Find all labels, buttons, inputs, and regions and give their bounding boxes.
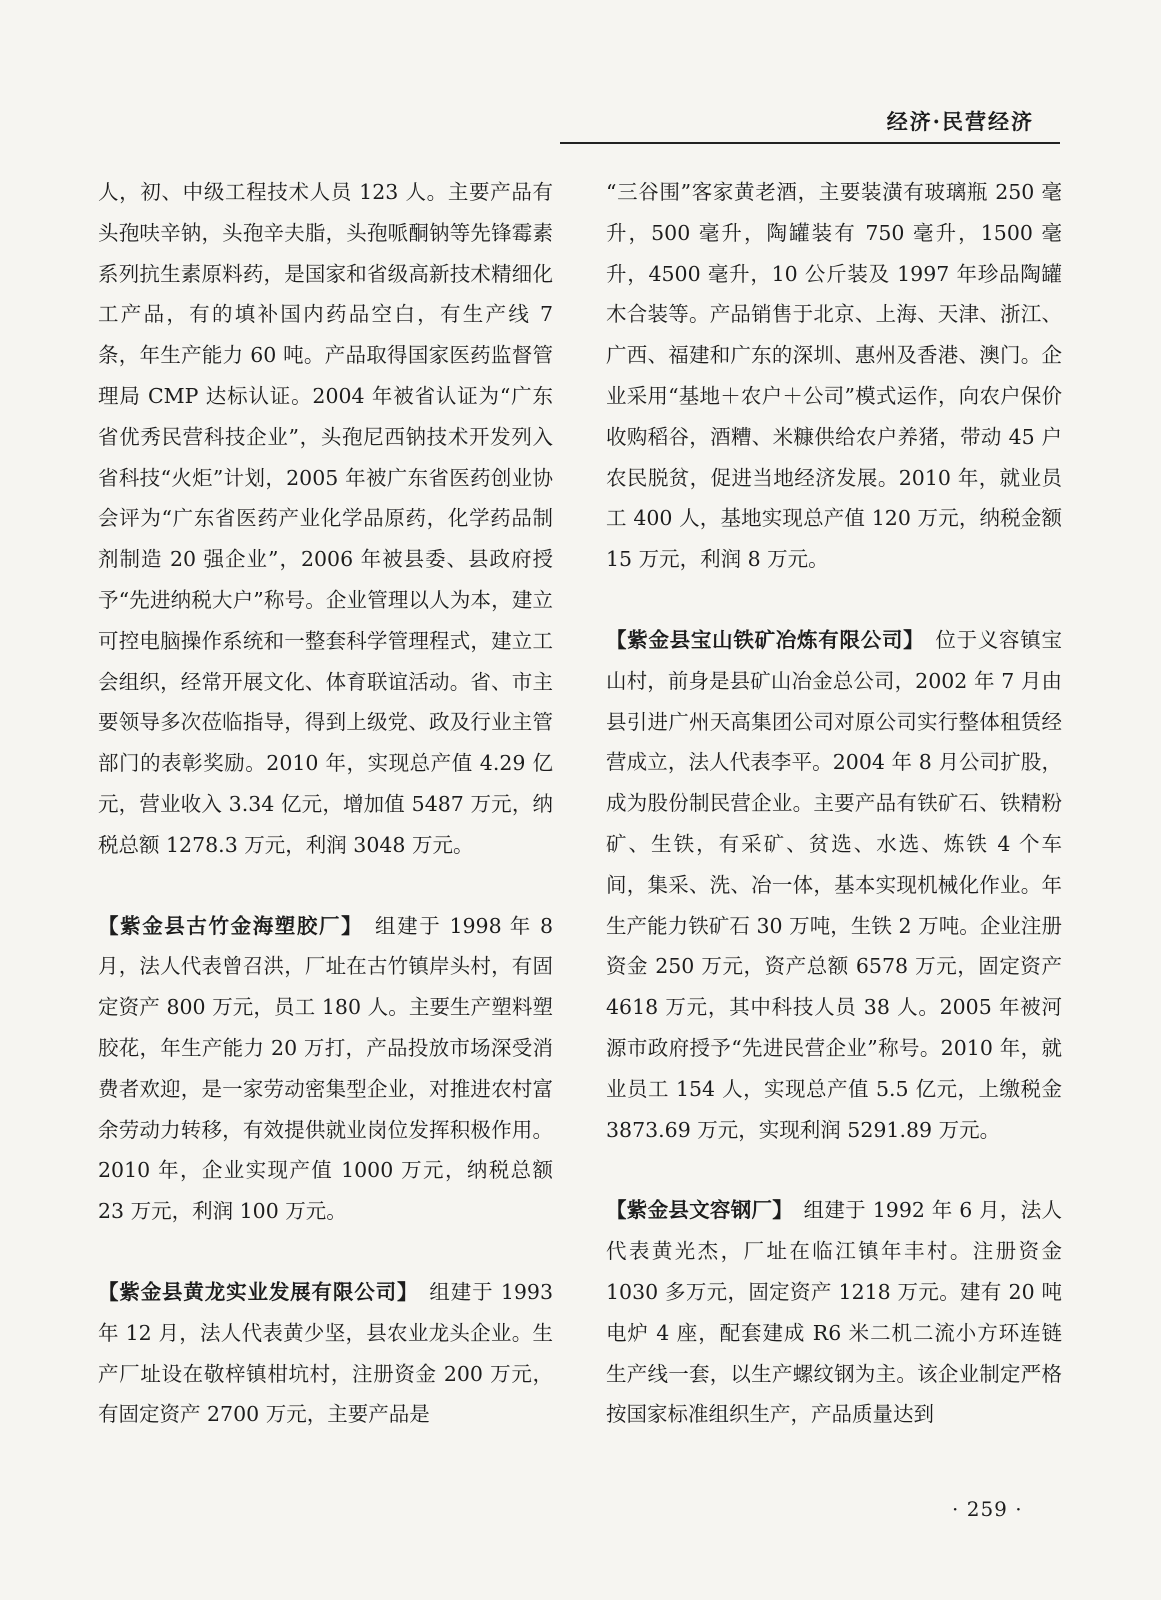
entry-title: 【紫金县古竹金海塑胶厂】: [98, 913, 353, 938]
paragraph-continued: 人，初、中级工程技术人员 123 人。主要产品有头孢呋辛钠，头孢辛夫脂，头孢哌酮钠等先锋霉素系列抗生素原料药，是国家和省级高新技术精细化工产品，有的填补国内药品空白，有生产线 7 条，年生产能力 60 吨。产品取得国家医药监督管理局 CMP 达标认证。2004 年被省认证为“广东省优秀民营科技企业”，头孢尼西钠技术开发列入省科技“火炬”计划，2005 年被广东省医药创业协会评为“广东省医药产业化学品原药，化学药品制剂制造 20 强企业”，2006 年被县委、县政府授予“先进纳税大户”称号。企业管理以人为本，建立可控电脑操作系统和一整套科学管理程式，建立工会组织，经常开展文化、体育联谊活动。省、市主要领导多次莅临指导，得到上级党、政及行业主管部门的表彰奖励。2010 年，实现总产值 4.29 亿元，营业收入 3.34 亿元，增加值 5487 万元，纳税总额 1278.3 万元，利润 3048 万元。: [98, 180, 553, 857]
entry-wenrong-steel: [606, 1190, 1062, 1435]
page-number: · 259 ·: [952, 1497, 1023, 1521]
right-column: [606, 172, 1062, 1435]
paragraph-gap: [98, 866, 553, 906]
entry-huanglong-industrial: [98, 1272, 553, 1435]
entry-title: 【紫金县宝山铁矿冶炼有限公司】: [606, 627, 915, 652]
entry-body: 组建于 1993 年 12 月，法人代表黄少坚，县农业龙头企业。生产厂址设在敬梓镇柑坑村，注册资金 200 万元，有固定资产 2700 万元，主要产品是: [98, 1279, 553, 1427]
entry-body: 组建于 1992 年 6 月，法人代表黄光杰，厂址在临江镇年丰村。注册资金 1030 多万元，固定资产 1218 万元。建有 20 吨电炉 4 座，配套建成 R6 米二机二流小方环连链生产线一套，以生产螺纹钢为主。该企业制定严格按国家标准组织生产，产品质量达到: [606, 1198, 1063, 1427]
left-column: [98, 172, 553, 1435]
paragraph-gap: [606, 1150, 1062, 1190]
running-header: [560, 100, 1060, 144]
entry-title: 【紫金县黄龙实业发展有限公司】: [98, 1279, 409, 1304]
entry-baoshan-iron: [606, 620, 1062, 1150]
entry-body: 位于义容镇宝山村，前身是县矿山冶金总公司，2002 年 7 月由县引进广州天高集团公司对原公司实行整体租赁经营成立，法人代表李平。2004 年 8 月公司扩股，成为股份制民营企业。主要产品有铁矿石、铁精粉矿、生铁，有采矿、贫选、水选、炼铁 4 个车间，集采、洗、冶一体，基本实现机械化作业。年生产能力铁矿石 30 万吨，生铁 2 万吨。企业注册资金 250 万元，资产总额 6578 万元，固定资产 4618 万元，其中科技人员 38 人。2005 年被河源市政府授予“先进民营企业”称号。2010 年，就业员工 154 人，实现总产值 5.5 亿元，上缴税金 3873.69 万元，实现利润 5291.89 万元。: [606, 627, 1063, 1142]
paragraph-continued: “三谷围”客家黄老酒，主要装潢有玻璃瓶 250 毫升，500 毫升，陶罐装有 750 毫升，1500 毫升，4500 毫升，10 公斤装及 1997 年珍品陶罐木合装等。产品销售于北京、上海、天津、浙江、广西、福建和广东的深圳、惠州及香港、澳门。企业采用“基地＋农户＋公司”模式运作，向农户保价收购稻谷，酒糟、米糠供给农户养猪，带动 45 户农民脱贫，促进当地经济发展。2010 年，就业员工 400 人，基地实现总产值 120 万元，纳税金额 15 万元，利润 8 万元。: [606, 180, 1062, 572]
entry-jinhai-plastics: [98, 906, 553, 1232]
section-title: 经济·民营经济: [886, 109, 1034, 134]
entry-title: 【紫金县文容钢厂】: [606, 1198, 783, 1223]
entry-body: 组建于 1998 年 8 月，法人代表曾召洪，厂址在古竹镇岸头村，有固定资产 800 万元，员工 180 人。主要生产塑料塑胶花，年生产能力 20 万打，产品投放市场深受消费者欢迎，是一家劳动密集型企业，对推进农村富余劳动力转移，有效提供就业岗位发挥积极作用。2010 年，企业实现产值 1000 万元，纳税总额 23 万元，利润 100 万元。: [98, 913, 554, 1224]
paragraph-gap: [606, 580, 1062, 620]
header-rule: [560, 142, 1060, 144]
paragraph-gap: [98, 1232, 553, 1272]
